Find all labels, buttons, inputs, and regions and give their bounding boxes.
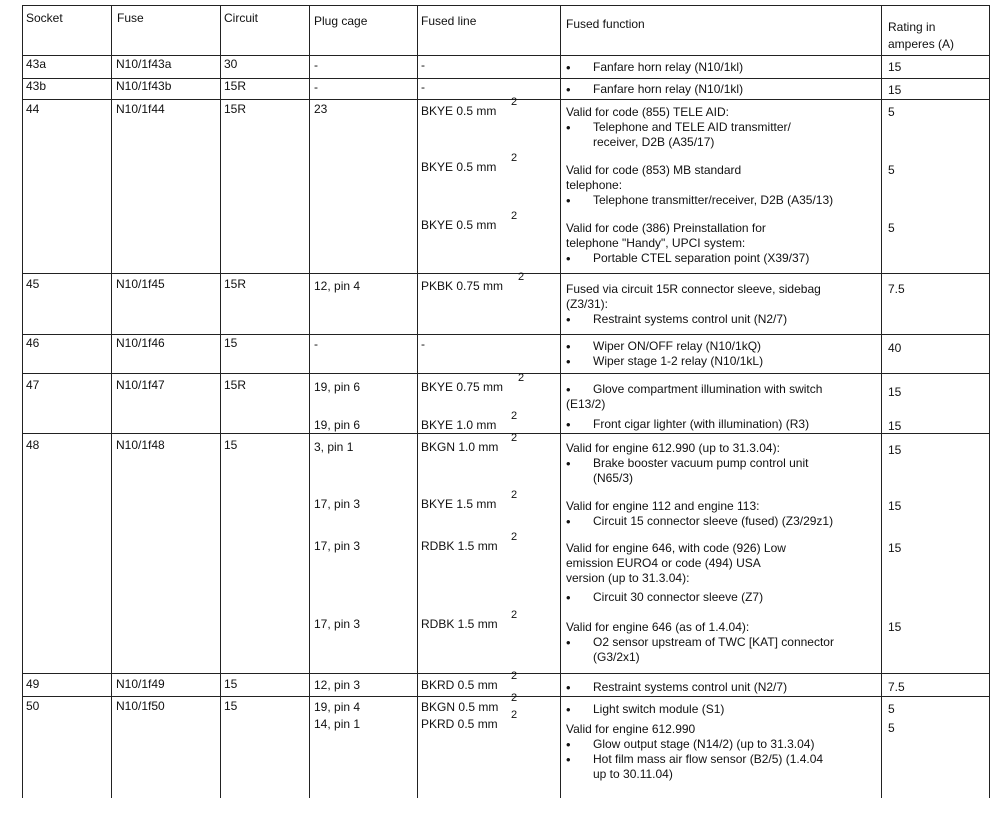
plug-cage-cell: 19, pin 4 [314,700,361,714]
fused-line-cell: BKGN 1.0 mm [421,440,499,454]
circuit-cell: 15 [224,336,238,350]
fused-function-cell [566,680,878,695]
rating-cell: 15 [888,60,902,74]
function-line: • Glow output stage (N14/2) (up to 31.3.04) [566,737,878,752]
fused-function-cell [566,417,878,432]
header-fused-line: Fused line [421,14,477,28]
rating-cell: 5 [888,221,895,235]
table-top-border [22,5,990,6]
fused-function-cell [566,339,878,369]
socket-cell: 43a [26,57,47,71]
fuse-cell: N10/1f46 [116,336,165,350]
fused-line-cell: BKGN 0.5 mm [421,700,499,714]
function-line: • Restraint systems control unit (N2/7) [566,312,878,327]
fused-function-cell [566,221,878,266]
column-divider [560,5,561,798]
exponent: 2 [511,609,518,621]
fused-line-cell: - [421,80,425,94]
function-line: • Front cigar lighter (with illumination) (R3) [566,417,878,432]
header-fuse: Fuse [117,11,144,25]
function-line: • Telephone and TELE AID transmitter/ [566,120,878,135]
circuit-cell: 15R [224,378,247,392]
function-line: (Z3/31): [566,297,609,311]
column-divider [22,5,23,798]
fuse-cell: N10/1f48 [116,438,165,452]
fused-function-cell [566,620,878,665]
fused-function-cell [566,441,878,486]
rating-cell: 5 [888,702,895,716]
fused-line-cell: RDBK 1.5 mm [421,617,498,631]
function-line: Valid for code (386) Preinstallation for [566,221,766,235]
rating-cell: 5 [888,105,895,119]
header-rating-unit: amperes (A) [888,37,955,51]
fused-function-cell [566,499,878,529]
function-line: up to 30.11.04) [593,767,673,781]
function-line: (N65/3) [593,471,634,485]
row-divider [22,273,990,274]
circuit-cell: 15R [224,79,247,93]
column-divider [881,5,882,798]
socket-cell: 45 [26,277,40,291]
header-fused-function: Fused function [566,17,645,31]
plug-cage-cell: 12, pin 4 [314,279,361,293]
function-line: • Restraint systems control unit (N2/7) [566,680,878,695]
function-line: • Portable CTEL separation point (X39/37) [566,251,878,266]
plug-cage-cell: 14, pin 1 [314,717,361,731]
function-line: • Hot film mass air flow sensor (B2/5) (1.4.04 [566,752,878,767]
exponent: 2 [511,432,518,444]
fused-function-cell [566,60,878,75]
row-divider [22,334,990,335]
socket-cell: 50 [26,699,40,713]
rating-cell: 15 [888,419,902,433]
column-divider [111,5,112,798]
column-divider [309,5,310,798]
fused-line-cell: BKYE 0.5 mm [421,218,497,232]
circuit-cell: 30 [224,57,238,71]
function-line: • O2 sensor upstream of TWC [KAT] connector [566,635,878,650]
plug-cage-cell: 3, pin 1 [314,440,354,454]
function-line: telephone "Handy", UPCI system: [566,236,746,250]
circuit-cell: 15R [224,277,247,291]
function-line: • Telephone transmitter/receiver, D2B (A35/13) [566,193,878,208]
fuse-cell: N10/1f43a [116,57,172,71]
socket-cell: 44 [26,102,40,116]
function-line: Valid for engine 112 and engine 113: [566,499,760,513]
circuit-cell: 15 [224,677,238,691]
socket-cell: 48 [26,438,40,452]
function-line: (G3/2x1) [593,650,640,664]
fused-function-cell [566,541,878,605]
fused-line-cell: BKRD 0.5 mm [421,678,498,692]
row-divider [22,696,990,697]
function-line: • Light switch module (S1) [566,702,878,717]
plug-cage-cell: 12, pin 3 [314,678,361,692]
table-right-border [989,5,990,798]
plug-cage-cell: 19, pin 6 [314,380,361,394]
exponent: 2 [511,531,518,543]
function-line: version (up to 31.3.04): [566,571,690,585]
rating-cell: 15 [888,443,902,457]
fuse-cell: N10/1f50 [116,699,165,713]
rating-cell: 5 [888,721,895,735]
exponent: 2 [511,96,518,108]
row-divider [22,55,990,56]
socket-cell: 47 [26,378,40,392]
fused-line-cell: - [421,337,425,351]
function-line: • Wiper stage 1-2 relay (N10/1kL) [566,354,878,369]
rating-cell: 15 [888,385,902,399]
rating-cell: 15 [888,499,902,513]
function-line: • Glove compartment illumination with switch [566,382,878,397]
circuit-cell: 15 [224,438,238,452]
plug-cage-cell: - [314,58,318,72]
fuse-cell: N10/1f45 [116,277,165,291]
header-rating: Rating in [888,20,936,34]
column-divider [417,5,418,798]
fused-line-cell: RDBK 1.5 mm [421,539,498,553]
fused-line-cell: BKYE 0.5 mm [421,160,497,174]
circuit-cell: 15R [224,102,247,116]
fuse-cell: N10/1f44 [116,102,165,116]
plug-cage-cell: 17, pin 3 [314,617,361,631]
function-line: Valid for code (853) MB standard [566,163,742,177]
exponent: 2 [511,692,518,704]
function-line: (E13/2) [566,397,606,411]
function-line: Valid for engine 612.990 (up to 31.3.04): [566,441,780,455]
plug-cage-cell: - [314,337,318,351]
fused-line-cell: PKRD 0.5 mm [421,717,498,731]
socket-cell: 43b [26,79,47,93]
exponent: 2 [511,709,518,721]
socket-cell: 46 [26,336,40,350]
fused-line-cell: - [421,58,425,72]
circuit-cell: 15 [224,699,238,713]
header-circuit: Circuit [224,11,259,25]
rating-cell: 40 [888,341,902,355]
row-divider [22,373,990,374]
exponent: 2 [511,489,518,501]
rating-cell: 15 [888,620,902,634]
rating-cell: 7.5 [888,680,905,694]
function-line: • Fanfare horn relay (N10/1kl) [566,82,878,97]
function-line: Valid for engine 646 (as of 1.4.04): [566,620,750,634]
function-line: • Wiper ON/OFF relay (N10/1kQ) [566,339,878,354]
function-line: • Fanfare horn relay (N10/1kl) [566,60,878,75]
plug-cage-cell: - [314,80,318,94]
fused-function-cell [566,82,878,97]
function-line: emission EURO4 or code (494) USA [566,556,761,570]
plug-cage-cell: 17, pin 3 [314,539,361,553]
exponent: 2 [511,670,518,682]
fused-line-cell: PKBK 0.75 mm [421,279,504,293]
header-plug-cage: Plug cage [314,14,368,28]
function-line: • Circuit 30 connector sleeve (Z7) [566,590,878,605]
rating-cell: 5 [888,163,895,177]
fuse-cell: N10/1f47 [116,378,165,392]
fuse-cell: N10/1f43b [116,79,172,93]
function-line: • Circuit 15 connector sleeve (fused) (Z3/29z1) [566,514,878,529]
fused-function-cell [566,382,878,412]
row-divider [22,433,990,434]
function-line: Fused via circuit 15R connector sleeve, sidebag [566,282,821,296]
plug-cage-cell: 17, pin 3 [314,497,361,511]
rating-cell: 7.5 [888,282,905,296]
fused-line-cell: BKYE 0.75 mm [421,380,504,394]
fuse-cell: N10/1f49 [116,677,165,691]
row-divider [22,673,990,674]
fused-line-cell: BKYE 1.5 mm [421,497,497,511]
header-socket: Socket [26,11,63,25]
exponent: 2 [511,152,518,164]
plug-cage-cell: 23 [314,102,328,116]
function-line: telephone: [566,178,623,192]
function-line: Valid for engine 646, with code (926) Low [566,541,786,555]
rating-cell: 15 [888,541,902,555]
row-divider [22,99,990,100]
exponent: 2 [518,271,525,283]
exponent: 2 [511,410,518,422]
exponent: 2 [511,210,518,222]
function-line: Valid for engine 612.990 [566,722,696,736]
exponent: 2 [518,372,525,384]
function-line: receiver, D2B (A35/17) [593,135,715,149]
fused-line-cell: BKYE 1.0 mm [421,418,497,432]
socket-cell: 49 [26,677,40,691]
fused-function-cell [566,163,878,208]
function-line: • Brake booster vacuum pump control unit [566,456,878,471]
column-divider [220,5,221,798]
fused-function-cell [566,702,878,782]
function-line: Valid for code (855) TELE AID: [566,105,729,119]
plug-cage-cell: 19, pin 6 [314,418,361,432]
fused-function-cell [566,282,878,327]
fused-line-cell: BKYE 0.5 mm [421,104,497,118]
fused-function-cell [566,105,878,150]
rating-cell: 15 [888,83,902,97]
